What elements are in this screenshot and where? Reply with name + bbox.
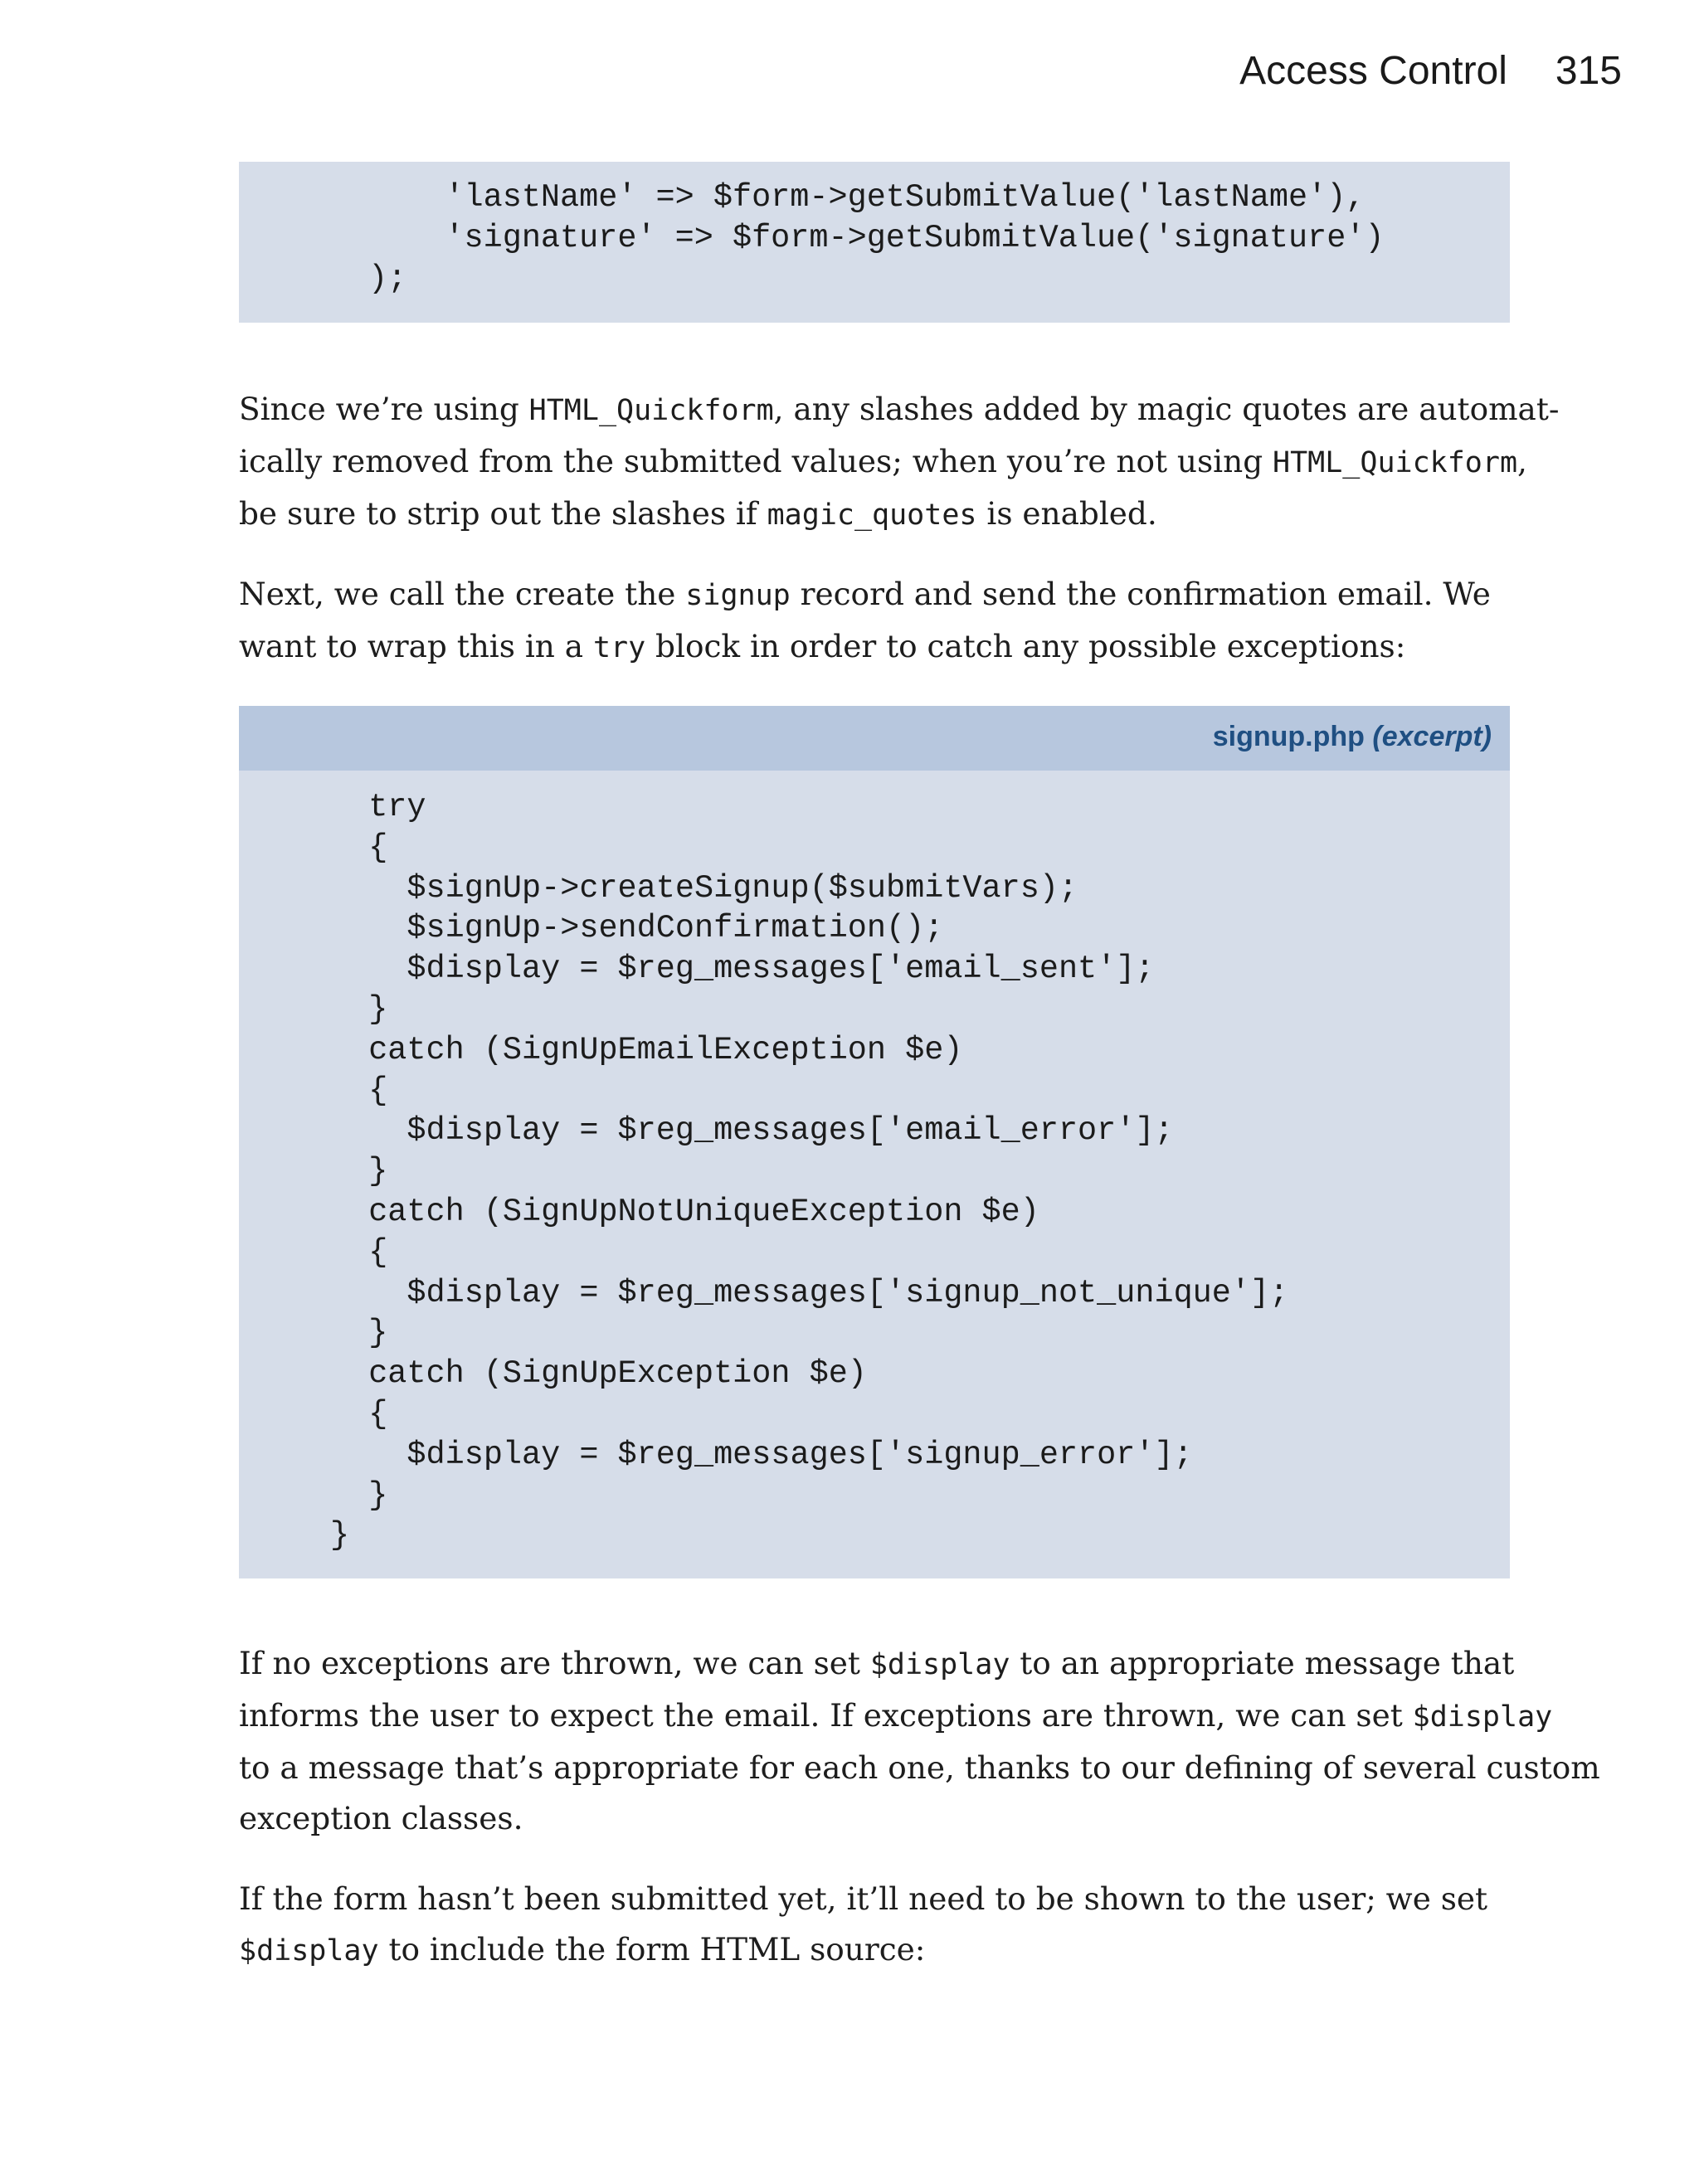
paragraph-try-block [239, 569, 1516, 674]
text-run: informs the user to expect the email. If exceptions are thrown, we can set [239, 1697, 1413, 1734]
text-run: record and send the confirmation email. We [790, 576, 1491, 612]
code-lines: 'lastName' => $form->getSubmitValue('lastName'), 'signature' => $form->getSubmitValue('signature') ); [368, 179, 1385, 297]
inline-code: signup [685, 579, 791, 612]
text-line [239, 1690, 1553, 1743]
text-run: want to wrap this in a [239, 628, 593, 664]
running-header [1239, 48, 1622, 94]
inline-code: HTML_Quickform [1273, 446, 1518, 479]
caption-filename: signup.php [1212, 721, 1365, 752]
inline-code: HTML_Quickform [528, 394, 774, 427]
text-run: Next, we call the create the [239, 576, 686, 612]
text-run: ically removed from the submitted values; when you’re not using [239, 443, 1273, 479]
section-title: Access Control [1239, 49, 1507, 93]
text-line [239, 569, 1516, 621]
text-line [239, 384, 1560, 436]
paragraph-exceptions [239, 1638, 1600, 1844]
code-caption [1213, 721, 1492, 753]
inline-code: $display [869, 1648, 1010, 1681]
inline-code: try [592, 631, 646, 664]
code-listing-continued [239, 162, 1510, 323]
inline-code: magic_quotes [767, 499, 977, 532]
text-run: to an appropriate message that [1010, 1645, 1515, 1681]
text-run: Since we’re using [239, 391, 529, 427]
text-run: block in order to catch any possible exceptions: [645, 628, 1406, 664]
caption-qualifier: (excerpt) [1372, 721, 1492, 752]
code-listing-signup [239, 706, 1510, 1578]
text-line [239, 1638, 1516, 1690]
code-lines: try { $signUp->createSignup($submitVars); $signUp->sendConfirmation(); $display = $reg_messages['email_sent']; } catch (SignUpEmailException $e) { $display = $reg_messages['email_error']; } catch (SignUpNotUniqueException $e) { $display = $reg_messages['signup_not_unique']; } catch (SignUpException $e) { $display = $reg_messages['signup_error']; } } [330, 789, 1289, 1554]
inline-code: $display [239, 1934, 379, 1968]
text-run: , any slashes added by magic quotes are automat- [773, 391, 1560, 427]
text-line: exception classes. [239, 1800, 523, 1836]
text-run: is enabled. [976, 495, 1157, 532]
text-run: be sure to strip out the slashes if [239, 495, 767, 532]
text-run: , [1517, 443, 1527, 479]
text-line: If the form hasn’t been submitted yet, it’ll need to be shown to the user; we set [239, 1880, 1488, 1917]
text-line [239, 621, 1516, 674]
code-caption-bar [239, 706, 1510, 771]
text-line [239, 436, 1527, 489]
text-line: to a message that’s appropriate for each one, thanks to our defining of several custom [239, 1749, 1600, 1786]
paragraph-form-display [239, 1874, 1516, 1977]
text-run: to include the form HTML source: [378, 1931, 926, 1968]
text-run: If no exceptions are thrown, we can set [239, 1645, 870, 1681]
paragraph-magic-quotes [239, 384, 1560, 541]
inline-code: $display [1412, 1700, 1553, 1734]
text-line [239, 489, 1516, 541]
page-number: 315 [1555, 49, 1622, 93]
text-line [239, 1924, 1516, 1977]
